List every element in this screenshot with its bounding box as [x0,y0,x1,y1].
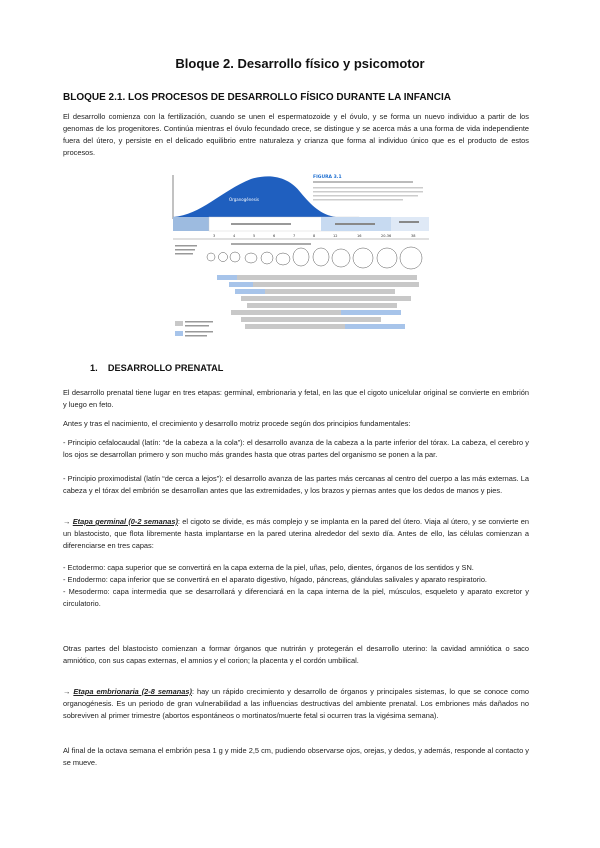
germinal-stage-text: : el cigoto se divide, es más complejo y se implanta en la pared del útero. Viaja al útero, y se convierte en un blastocisto, que flota libremente hasta implantarse en la pared uterina alrededor del sexto día. Antes de ello, las células comienzan a diferenciarse en tres capas: [63,517,529,550]
svg-text:4: 4 [233,234,236,238]
germ-layers-list [63,562,529,610]
svg-text:12: 12 [333,234,338,238]
cefalocaudal-principle: - Principio cefalocaudal (latín: “de la cabeza a la cola”): el desarrollo avanza de la cabeza a la parte inferior del tórax. La cabeza, el cerebro y los ojos se desarrollan primero y son mucho más grandes hasta que otras partes del organismo se ponen a la par. [63,438,529,459]
prenatal-paragraph: El desarrollo prenatal tiene lugar en tres etapas: germinal, embrionaria y fetal, en las que el cigoto unicelular original se convierte en embrión y luego en feto. [63,388,529,409]
figure-caption-label: FIGURA 3.1 [313,175,342,180]
embryonic-stage-paragraph [63,686,529,722]
prenatal-development-figure [171,171,431,351]
svg-text:7: 7 [293,234,296,238]
intro-paragraph: El desarrollo comienza con la fertilización, cuando se unen el espermatozoide y el óvulo, y se forma un nuevo individuo a partir de los genomas de los progenitores. Continúa mientras el óvulo fecundado crece, se distingue y se acerca más a una forma de vida independiente fuera del útero, y persiste en el delicado equilibrio entre naturaleza y crianza que forma al individuo único que es el producto de estos procesos. [63,112,529,157]
mesodermo-item: - Mesodermo: capa intermedia que se desarrollará y diferenciará en la capa interna de la piel, músculos, esqueleto y aparato excretor y circulatorio. [63,587,529,608]
embryonic-stage-label: Etapa embrionaria (2-8 semanas) [73,687,192,696]
svg-text:3: 3 [213,234,216,238]
proximodistal-principle: - Principio proximodistal (latín “de cerca a lejos”): el desarrollo avanza de las partes más cercanas al centro del cuerpo a las más externas. La cabeza y el tórax del embrión se desarrollan antes que las extremidades, y los brazos y piernas antes que los dedos de manos y pies. [63,474,529,495]
svg-text:16: 16 [357,234,362,238]
subheading-number: 1. [90,363,98,373]
svg-text:38: 38 [411,234,416,238]
endodermo-item: - Endodermo: capa inferior que se convertirá en el aparato digestivo, hígado, páncreas, glándulas salivales y aparato respiratorio. [63,575,487,584]
ectodermo-item: - Ectodermo: capa superior que se convertirá en la capa externa de la piel, uñas, pelo, dientes, órganos de los sentidos y SN. [63,563,474,572]
svg-text:6: 6 [273,234,276,238]
arrow-icon: → [63,517,71,526]
svg-text:Organogénesis: Organogénesis [229,197,259,202]
germinal-stage-label: Etapa germinal (0-2 semanas) [72,517,178,526]
page-title: Bloque 2. Desarrollo físico y psicomotor [175,56,425,71]
embryonic-stage-text: : hay un rápido crecimiento y desarrollo de órganos y principales sistemas, lo que se conoce como organogénesis. Es un periodo de gran vulnerabilidad a las influencias destructivas del ambiente prenatal. Los embriones más dañados no sobreviven al primer trimestre (abortos espontáneos o mortinatos/muerte fetal si ocurren tras la vigésima semana). [63,687,529,720]
arrow-icon: → [63,687,71,696]
svg-text:5: 5 [253,234,256,238]
svg-text:8: 8 [313,234,316,238]
blastocyst-paragraph: Otras partes del blastocisto comienzan a formar órganos que nutrirán y protegerán el desarrollo uterino: la cavidad amniótica o saco amniótico, con sus capas externas, el amnios y el corion; la placenta y el cordón umbilical. [63,644,529,665]
svg-text:20-36: 20-36 [381,234,392,238]
section-heading: BLOQUE 2.1. LOS PROCESOS DE DESARROLLO FÍSICO DURANTE LA INFANCIA [63,92,451,103]
germinal-stage-paragraph [63,516,529,552]
principles-intro: Antes y tras el nacimiento, el crecimiento y desarrollo motriz procede según dos principios fundamentales: [63,419,411,428]
prenatal-subheading [90,363,223,373]
subheading-text: DESARROLLO PRENATAL [107,363,224,373]
eighth-week-paragraph: Al final de la octava semana el embrión pesa 1 g y mide 2,5 cm, pudiendo observarse ojos, orejas, y dedos, y además, responde al contacto y se mueve. [63,746,529,767]
